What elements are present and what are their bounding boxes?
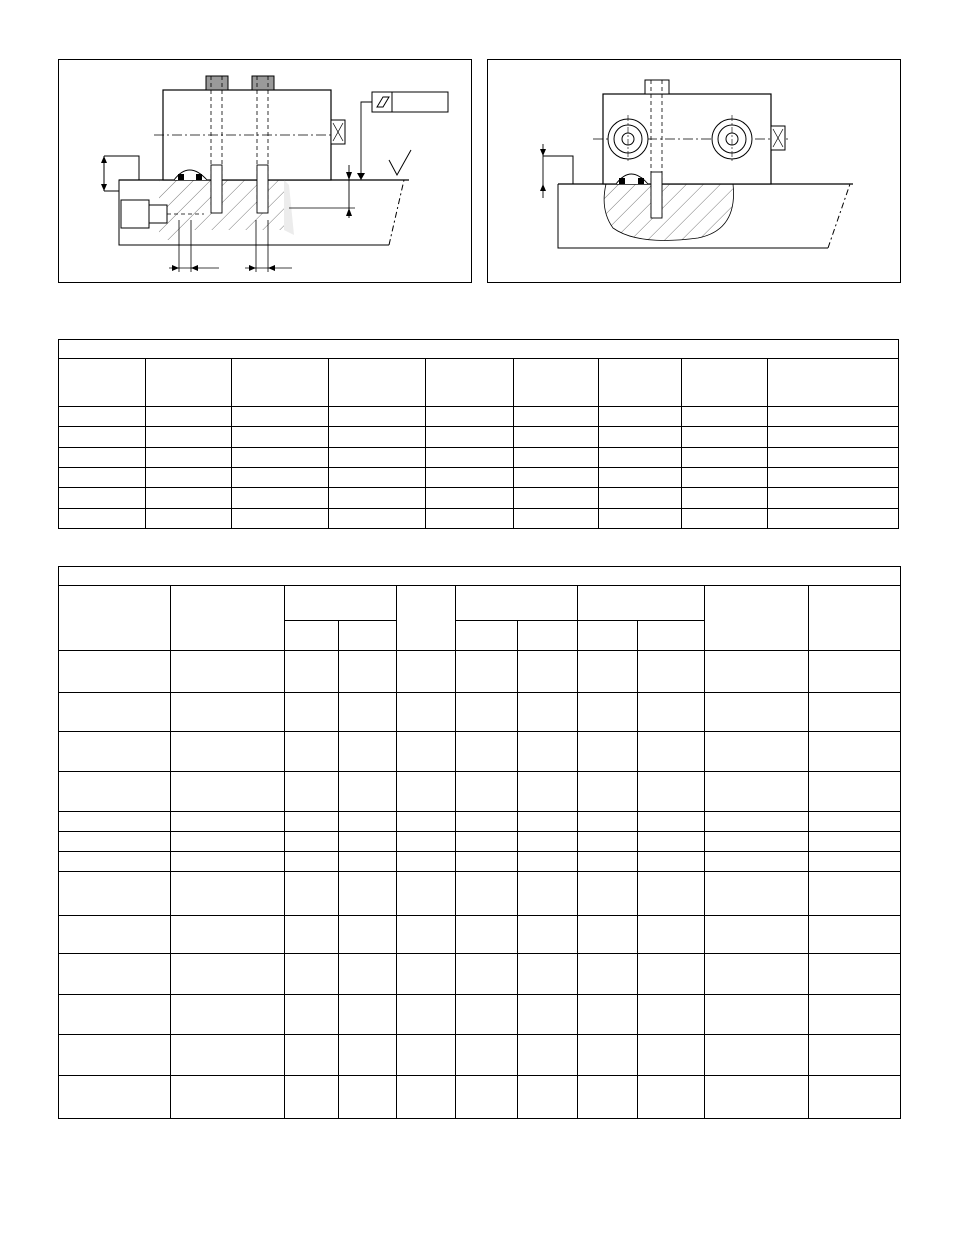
tolerance-frame	[372, 92, 448, 112]
bolt-1	[211, 165, 222, 213]
port-top	[645, 80, 669, 94]
table-1-title	[59, 340, 899, 359]
table-row	[59, 852, 901, 872]
table-row	[59, 872, 901, 915]
table-row	[59, 467, 899, 487]
table-row	[59, 693, 901, 732]
port-top-1	[206, 76, 228, 90]
bolt-2	[257, 165, 268, 213]
table-row	[59, 488, 899, 508]
table-2-title	[59, 567, 901, 586]
table-2-header-row-1	[59, 586, 901, 621]
surface-finish-icon	[389, 150, 411, 175]
bolt	[651, 172, 662, 218]
table-row	[59, 427, 899, 447]
table-row	[59, 772, 901, 812]
table-row	[59, 994, 901, 1034]
table-row	[59, 812, 901, 832]
port-top-2	[252, 76, 274, 90]
table-1	[58, 339, 899, 529]
table-row	[59, 915, 901, 953]
table-row	[59, 508, 899, 528]
table-2	[58, 566, 901, 1119]
table-1-header-row	[59, 359, 899, 407]
drawing-right-svg	[488, 60, 900, 282]
table-row	[59, 1034, 901, 1075]
drawing-right-panel	[487, 59, 901, 283]
table-row	[59, 651, 901, 693]
table-row	[59, 1075, 901, 1118]
drawing-left-panel	[58, 59, 472, 283]
hatched-section	[604, 184, 733, 240]
table-row	[59, 407, 899, 427]
table-row	[59, 953, 901, 994]
table-row	[59, 832, 901, 852]
table-row	[59, 732, 901, 772]
table-row	[59, 447, 899, 467]
drawing-left-svg	[59, 60, 471, 282]
side-plug	[121, 200, 149, 228]
